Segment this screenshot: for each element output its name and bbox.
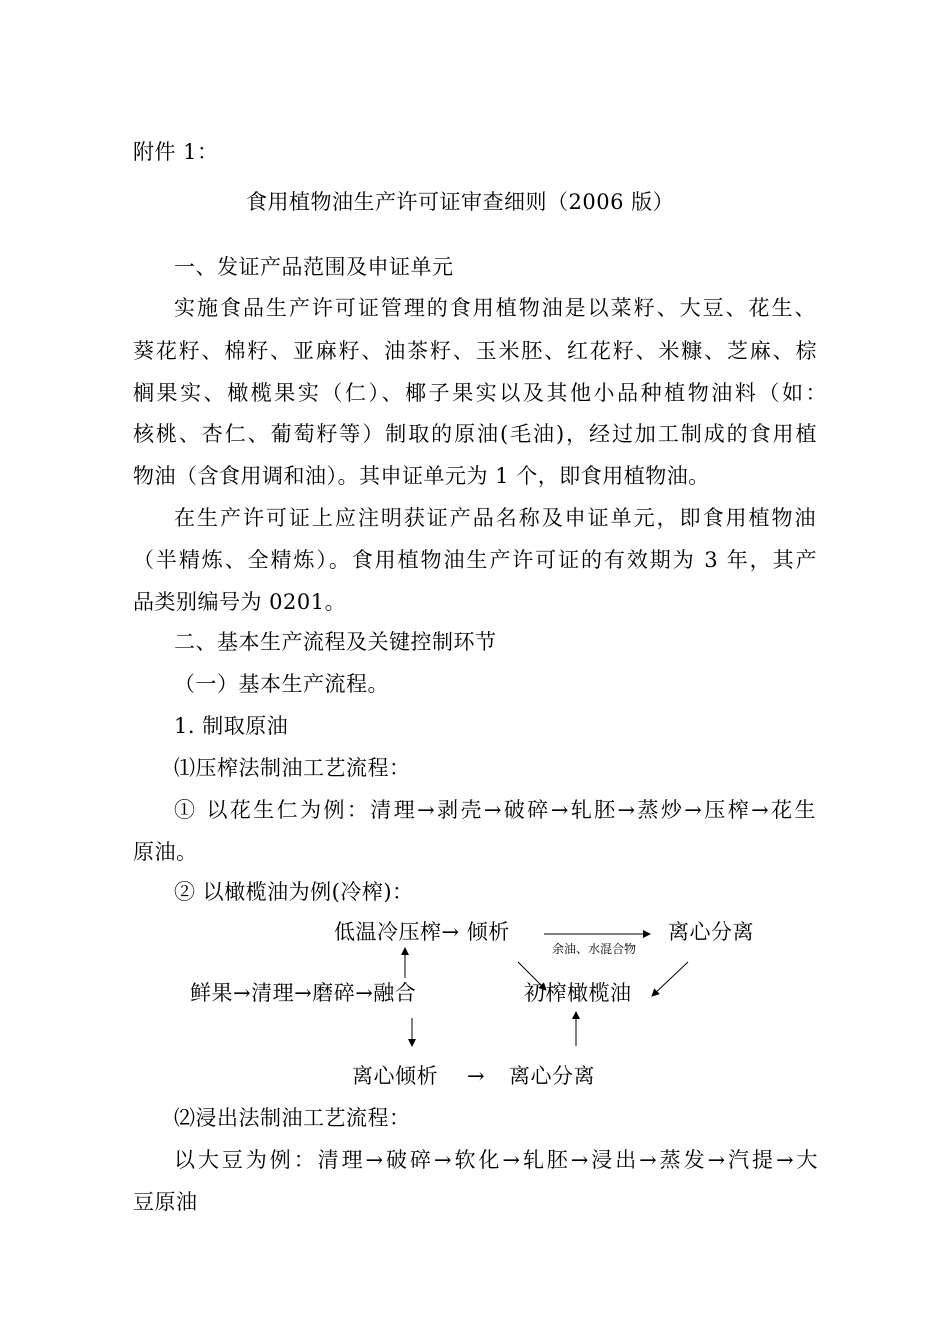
para-2-line-1: 在生产许可证上应注明获证产品名称及申证单元，即食用植物油 [174, 506, 816, 530]
section-1-heading: 一、发证产品范围及申证单元 [174, 255, 454, 279]
flow-bottom-decant: 离心倾析 [352, 1064, 438, 1088]
press-example-1-line-2: 原油。 [133, 840, 198, 864]
press-example-2: ② 以橄榄油为例(冷榨)： [174, 880, 414, 904]
flow-bottom-arrow: → [467, 1064, 486, 1088]
para-1-line-1: 实施食品生产许可证管理的食用植物油是以菜籽、大豆、花生、 [174, 296, 816, 320]
document-title: 食用植物油生产许可证审查细则（2006 版） [246, 190, 675, 214]
para-1-line-3: 榈果实、橄榄果实（仁）、椰子果实以及其他小品种植物油料（如： [133, 381, 827, 405]
flow-initial-oil: 初榨橄榄油 [524, 981, 632, 1005]
flow-cold-press: 低温冷压榨→ 倾析 [334, 920, 510, 944]
attachment-label: 附件 1： [133, 140, 219, 164]
flow-residue-note: 余油、水混合物 [552, 942, 637, 956]
para-2-line-3: 品类别编号为 0201。 [133, 590, 347, 614]
section-2-heading: 二、基本生产流程及关键控制环节 [174, 630, 497, 654]
para-1-line-5: 物油（含食用调和油）。其申证单元为 1 个，即食用植物油。 [133, 464, 710, 488]
leach-method-heading: ⑵浸出法制油工艺流程： [174, 1106, 411, 1130]
leach-example-line-2: 豆原油 [133, 1190, 198, 1214]
subsection-1-heading: （一）基本生产流程。 [174, 672, 389, 696]
arrow-centrifuge-to-oil [652, 962, 688, 996]
flow-main-line: 鲜果→清理→磨碎→融合 [190, 981, 417, 1005]
para-2-line-2: （半精炼、全精炼）。食用植物油生产许可证的有效期为 3 年，其产 [133, 548, 817, 572]
flow-bottom-centrifuge: 离心分离 [509, 1064, 595, 1088]
press-method-heading: ⑴压榨法制油工艺流程： [174, 756, 411, 780]
para-1-line-2: 葵花籽、棉籽、亚麻籽、油茶籽、玉米胚、红花籽、米糠、芝麻、棕 [133, 339, 817, 363]
press-example-1-line-1: ① 以花生仁为例：清理→剥壳→破碎→轧胚→蒸炒→压榨→花生 [174, 798, 816, 822]
para-1-line-4: 核桃、杏仁、葡萄籽等）制取的原油(毛油)，经过加工制成的食用植 [133, 422, 817, 446]
leach-example-line-1: 以大豆为例：清理→破碎→软化→轧胚→浸出→蒸发→汽提→大 [174, 1148, 818, 1172]
arrow-decant-to-oil [518, 962, 546, 990]
item-1-heading: 1. 制取原油 [174, 714, 289, 738]
flow-centrifuge-top: 离心分离 [668, 920, 754, 944]
